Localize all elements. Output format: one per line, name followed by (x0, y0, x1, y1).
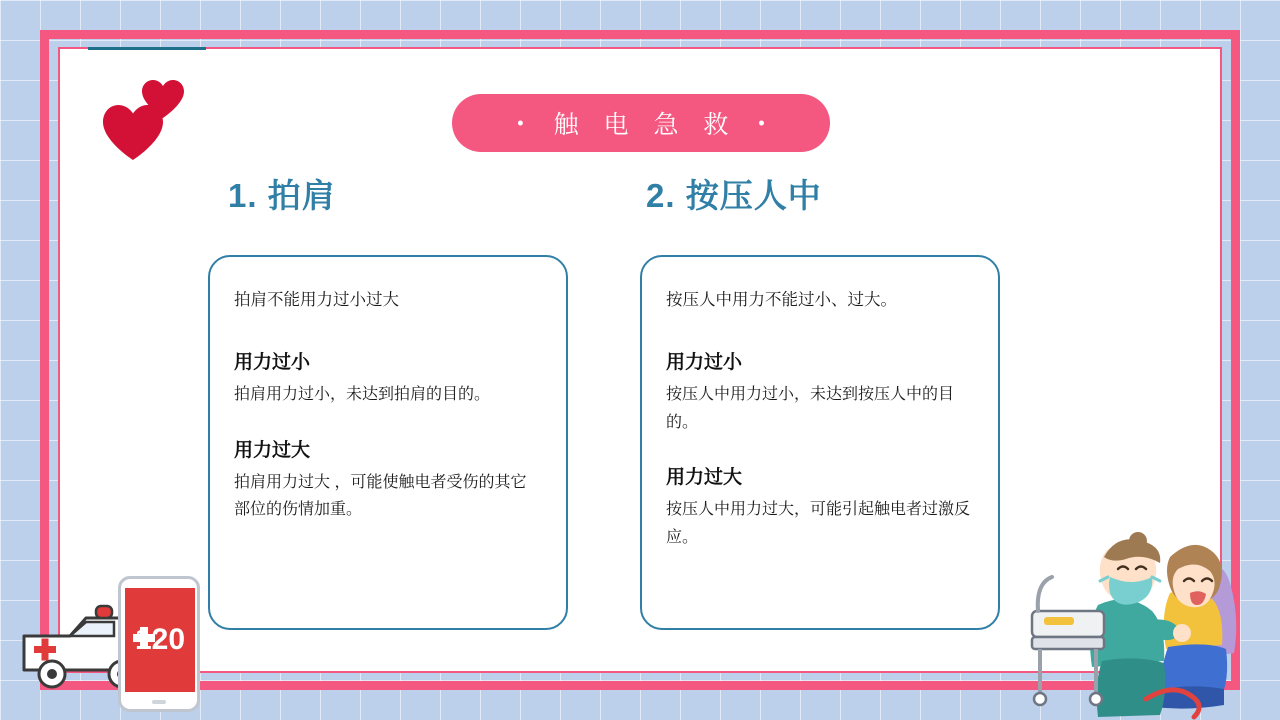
title-dot-left: • (517, 112, 533, 133)
phone-screen (125, 588, 195, 692)
column-2-block-1-text: 按压人中用力过小，未达到按压人中的目的。 (666, 386, 955, 431)
column-2-block-1-subtitle: 用力过小 (666, 352, 743, 374)
column-1-heading: 1. 拍肩 (228, 177, 336, 214)
nurse-patient-illustration (1020, 485, 1280, 720)
emergency-number: 120 (134, 623, 186, 656)
column-1-card (208, 255, 568, 630)
column-2-block-2-subtitle: 用力过大 (666, 467, 743, 489)
slide-title-pill (452, 94, 830, 152)
title-dot-right: • (758, 112, 774, 133)
content-column-1 (208, 170, 578, 519)
column-2-lead-text: 按压人中用力不能过小、过大。 (666, 291, 897, 309)
corner-accent-line (88, 47, 206, 50)
page-title: 触 电 急 救 (553, 111, 738, 139)
column-2-heading: 2. 按压人中 (646, 177, 822, 214)
column-2-card (640, 255, 1000, 630)
column-1-lead-text: 拍肩不能用力过小过大 (234, 291, 399, 309)
hearts-decoration (100, 78, 210, 173)
column-1-block-1-text: 拍肩用力过小，未达到拍肩的目的。 (234, 386, 491, 404)
heart-icon-large (100, 102, 166, 164)
phone-120-illustration (118, 576, 200, 712)
column-1-block-2-text: 拍肩用力过大 ，可能使触电者受伤的其它部位的伤情加重。 (234, 473, 527, 519)
content-column-2 (640, 170, 1010, 546)
phone-home-button (152, 700, 166, 704)
column-1-block-2-subtitle: 用力过大 (234, 439, 311, 461)
column-1-block-1-subtitle: 用力过小 (234, 352, 311, 374)
column-2-block-2-text: 按压人中用力过大，可能引起触电者过激反应。 (666, 501, 971, 546)
